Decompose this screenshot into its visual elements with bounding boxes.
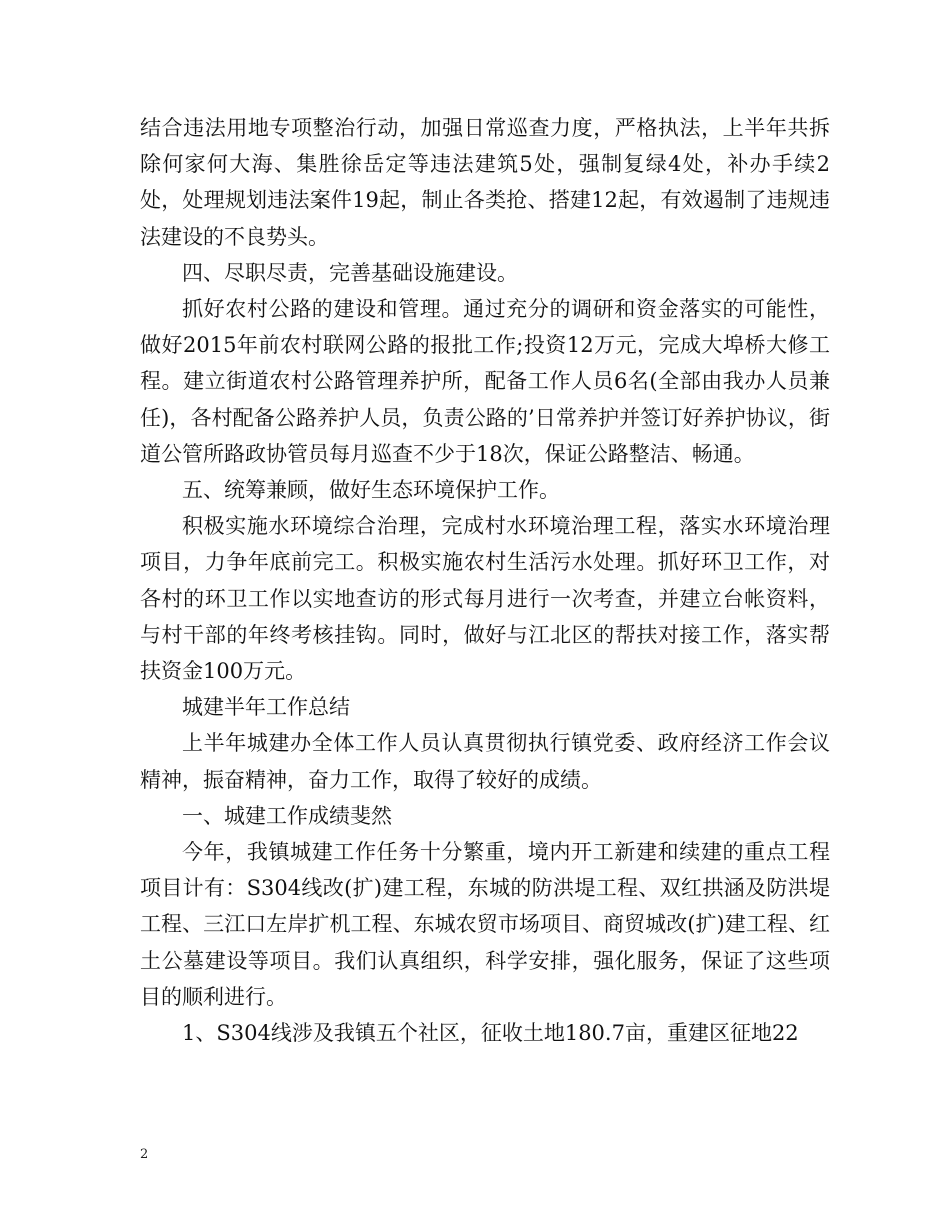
heading-section-1: 一、城建工作成绩斐然 bbox=[182, 803, 392, 828]
heading-section-4: 四、尽职尽责，完善基础设施建设。 bbox=[182, 260, 518, 285]
document-body bbox=[140, 110, 830, 1051]
paragraph-9: 今年，我镇城建工作任务十分繁重，境内开工新建和续建的重点工程项目计有：S304线改(扩)建工程，东城的防洪堤工程、双红拱涵及防洪堤工程、三江口左岸扩机工程、东城农贸市场项目、商贸城改(扩)建工程、红土公墓建设等项目。我们认真组织，科学安排，强化服务，保证了这些项目的顺利进行。 bbox=[140, 840, 830, 1009]
heading-section-5: 五、统筹兼顾，做好生态环境保护工作。 bbox=[182, 478, 560, 503]
paragraph-5: 积极实施水环境综合治理，完成村水环境治理工程，落实水环境治理项目，力争年底前完工。积极实施农村生活污水处理。抓好环卫工作，对各村的环卫工作以实地查访的形式每月进行一次考查，并建立台帐资料，与村干部的年终考核挂钩。同时，做好与江北区的帮扶对接工作，落实帮扶资金100万元。 bbox=[140, 514, 830, 684]
paragraph-7: 上半年城建办全体工作人员认真贯彻执行镇党委、政府经济工作会议精神，振奋精神，奋力工作，取得了较好的成绩。 bbox=[140, 731, 830, 792]
paragraph-10: 1、S304线涉及我镇五个社区，征收土地180.7亩，重建区征地22 bbox=[182, 1021, 799, 1046]
heading-summary-title: 城建半年工作总结 bbox=[182, 695, 350, 720]
paragraph-3: 抓好农村公路的建设和管理。通过充分的调研和资金落实的可能性，做好2015年前农村联网公路的报批工作;投资12万元，完成大埠桥大修工程。建立街道农村公路管理养护所，配备工作人员6名(全部由我办人员兼任)，各村配备公路养护人员，负责公路的’日常养护并签订好养护协议，街道公管所路政协管员每月巡查不少于18次，保证公路整洁、畅通。 bbox=[140, 297, 830, 466]
page-number: 2 bbox=[140, 1147, 149, 1162]
paragraph-1: 结合违法用地专项整治行动，加强日常巡查力度，严格执法，上半年共拆除何家何大海、集胜徐岳定等违法建筑5处，强制复绿4处，补办手续2处，处理规划违法案件19起，制止各类抢、搭建12起，有效遏制了违规违法建设的不良势头。 bbox=[140, 116, 830, 249]
